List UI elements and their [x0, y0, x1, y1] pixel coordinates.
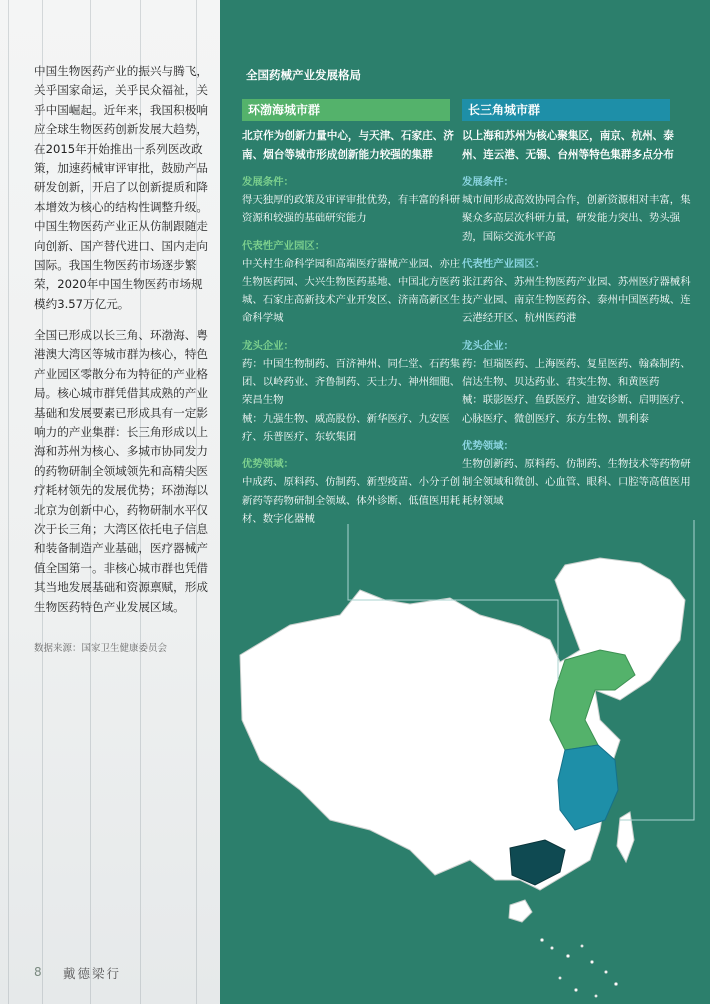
- yangtze-parks-label: 代表性产业园区：: [462, 257, 546, 270]
- hainan: [509, 900, 532, 922]
- brand-name: 戴德梁行: [63, 966, 122, 981]
- yangtze-region: [558, 745, 618, 830]
- yangtze-leaders-drug: 药：恒瑞医药、上海医药、复星医药、翰森制药、信达生物、贝达药业、君实生物、和黄医药: [462, 357, 691, 389]
- bohai-adv-text: 中成药、原料药、仿制药、新型疫苗、小分子创新药等药物研制全领域、体外诊断、低值医用耗材、数字化器械: [242, 476, 461, 525]
- page-number: 8: [34, 965, 42, 979]
- bohai-parks-label: 代表性产业园区：: [242, 239, 326, 252]
- bohai-parks-text: 中关村生命科学园和高端医疗器械产业园、亦庄生物医药园、大兴生物医药基地、中国北方医药城、石家庄高新技术产业开发区、济南高新区生命科学城: [242, 257, 461, 325]
- left-panel: [0, 0, 220, 1004]
- bohai-chip: 环渤海城市群: [242, 99, 450, 121]
- yangtze-leaders-device: 械：联影医疗、鱼跃医疗、迪安诊断、启明医疗、心脉医疗、微创医疗、东方生物、凯利泰: [462, 394, 691, 425]
- bohai-cond-text: 得天独厚的政策及审评审批优势，有丰富的科研资源和较强的基础研究能力: [242, 194, 461, 225]
- yangtze-leaders-label: 龙头企业：: [462, 339, 514, 352]
- yangtze-parks-text: 张江药谷、苏州生物医药产业园、苏州医疗器械科技产业园、南京生物医药谷、泰州中国医药城、连云港经开区、杭州医药港: [462, 275, 691, 325]
- bohai-leaders-device: 械：九强生物、威高股份、新华医疗、九安医疗、乐普医疗、东软集团: [242, 412, 450, 443]
- south-sea-islands: [541, 939, 618, 998]
- china-map: [220, 0, 710, 1004]
- right-panel: [220, 0, 710, 1004]
- yangtze-chip: 长三角城市群: [462, 99, 670, 121]
- yangtze-subtitle: 以上海和苏州为核心聚集区，南京、杭州、泰州、连云港、无锡、台州等特色集群多点分布: [462, 130, 674, 161]
- yangtze-cond-text: 城市间形成高效协同合作，创新资源相对丰富，集聚众多高层次科研力量，研发能力突出、势头强劲，国际交流水平高: [462, 194, 691, 243]
- yangtze-adv-text: 生物创新药、原料药、仿制药、生物技术等药物研制全领域和微创、心血管、眼科、口腔等高值医用耗材领域: [462, 457, 691, 507]
- bohai-leaders-label: 龙头企业：: [242, 339, 294, 352]
- section-title: 全国药械产业发展格局: [246, 68, 361, 82]
- bohai-adv-label: 优势领域：: [242, 458, 294, 471]
- bohai-subtitle: 北京作为创新力量中心，与天津、石家庄、济南、烟台等城市形成创新能力较强的集群: [242, 130, 454, 161]
- intro-paragraph: 中国生物医药产业的振兴与腾飞，关乎国家命运，关乎民众福祉，关乎中国崛起。近年来，我国积极响应全球生物医药创新发展大趋势，在2015年开始推出一系列医改政策，加速药械审评审批，鼓励产品研发创新，开启了以创新提质和降本增效为核心的结构性调整升级。中国生物医药产业正从仿制跟随走向创新、国产替代进口、国内走向国际。我国生物医药市场逐步繁荣，2020年中国生物医药市场规模约3.57万亿元。: [34, 64, 208, 311]
- yangtze-cond-label: 发展条件：: [462, 176, 514, 188]
- bohai-cond-label: 发展条件：: [242, 176, 294, 188]
- cluster-paragraph: 全国已形成以长三角、环渤海、粤港澳大湾区等城市群为核心，特色产业园区零散分布为特征的产业格局。核心城市群凭借其成熟的产业基础和发展要素已形成具有一定影响力的产业集群：长三角形成以上海和苏州为核心、多城市协同发力的药物研制全领域领先和高精尖医疗耗材领先的发展优势；环渤海以北京为创新中心，药物研制水平仅次于长三角；大湾区依托电子信息和装备制造产业基础，医疗器械产值全国第一。非核心城市群也凭借其当地发展基础和资源禀赋，形成生物医药特色产业发展区域。: [34, 328, 208, 614]
- yangtze-adv-label: 优势领域：: [462, 439, 514, 452]
- data-source: 数据来源：国家卫生健康委员会: [34, 643, 168, 654]
- bohai-leaders-drug: 药：中国生物制药、百济神州、同仁堂、石药集团、以岭药业、齐鲁制药、天士力、神州细胞、荣昌生物: [242, 357, 461, 407]
